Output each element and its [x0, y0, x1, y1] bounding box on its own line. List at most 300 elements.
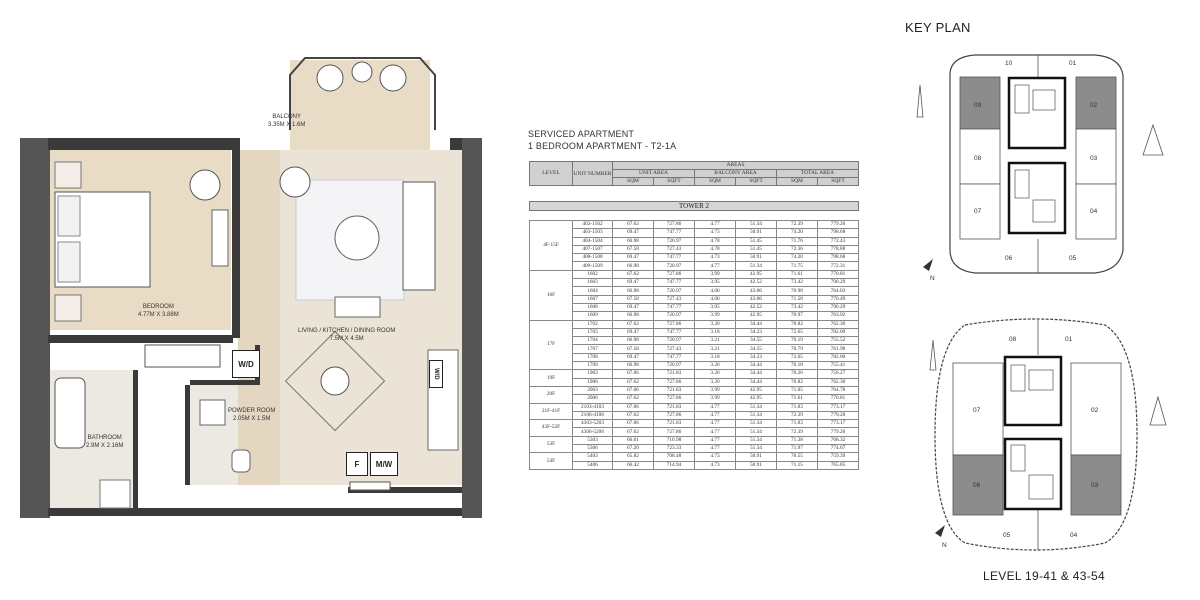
area-cell: 721.83	[654, 386, 695, 394]
table-row	[530, 436, 859, 444]
unit-number-cell: 402-1502	[573, 221, 613, 229]
area-cell: 74.20	[777, 229, 818, 237]
table-row	[530, 320, 859, 328]
area-cell: 727.86	[654, 221, 695, 229]
area-cell: 755.52	[818, 337, 859, 345]
unit-number-cell: 408-1508	[573, 254, 613, 262]
unit-number-cell: 1708	[573, 353, 613, 361]
area-cell: 67.62	[613, 395, 654, 403]
unit-number-cell: 1702	[573, 320, 613, 328]
area-cell: 34.44	[736, 362, 777, 370]
table-row	[530, 453, 859, 461]
area-cell: 72.65	[777, 353, 818, 361]
unit-label-01: 01	[1069, 60, 1077, 67]
area-cell: 4.00	[695, 295, 736, 303]
unit-number-cell: 5403	[573, 453, 613, 461]
area-cell: 723.33	[654, 445, 695, 453]
level-cell: 20F	[530, 386, 573, 403]
area-cell: 774.67	[818, 445, 859, 453]
area-cell: 50.91	[736, 453, 777, 461]
area-cell: 747.77	[654, 303, 695, 311]
area-cell: 51.34	[736, 436, 777, 444]
area-cell: 50.91	[736, 254, 777, 262]
unit-label-07: 07	[973, 407, 981, 414]
area-cell: 720.97	[654, 262, 695, 270]
unit-number-cell: 1703	[573, 328, 613, 336]
area-cell: 779.20	[818, 221, 859, 229]
schedule-title: SERVICED APARTMENT	[528, 129, 635, 139]
area-cell: 42.52	[736, 303, 777, 311]
area-cell: 71.75	[777, 262, 818, 270]
area-cell: 765.85	[818, 461, 859, 469]
unit-number-cell: 1903	[573, 370, 613, 378]
table-row	[530, 370, 859, 378]
table-row	[530, 461, 859, 469]
table-row	[530, 279, 859, 287]
north-arrow	[923, 259, 933, 271]
area-cell: 67.58	[613, 345, 654, 353]
area-cell: 69.47	[613, 279, 654, 287]
table-row	[530, 303, 859, 311]
schedule-subtitle: 1 BEDROOM APARTMENT - T2-1A	[528, 141, 677, 151]
landmark-icon	[1143, 125, 1163, 155]
keyplan-top	[905, 45, 1175, 290]
area-cell: 51.34	[736, 262, 777, 270]
area-cell: 3.95	[695, 303, 736, 311]
area-cell: 778.88	[818, 245, 859, 253]
area-cell: 747.77	[654, 279, 695, 287]
table-row	[530, 445, 859, 453]
area-cell: 761.98	[818, 345, 859, 353]
area-cell: 790.29	[818, 303, 859, 311]
bathroom-name: BATHROOM	[87, 435, 122, 441]
level-cell: 4F-15F	[530, 221, 573, 271]
area-cell: 3.20	[695, 320, 736, 328]
area-cell: 66.98	[613, 262, 654, 270]
area-cell: 51.34	[736, 420, 777, 428]
unit-label-03: 03	[1091, 482, 1099, 489]
corridor-floor	[238, 150, 280, 485]
schedule-header	[529, 161, 859, 186]
area-cell: 714.94	[654, 461, 695, 469]
area-cell: 69.47	[613, 353, 654, 361]
table-row	[530, 362, 859, 370]
area-cell: 716.98	[654, 436, 695, 444]
area-cell: 70.18	[777, 362, 818, 370]
unit-number-cell: 407-1507	[573, 245, 613, 253]
area-cell: 798.68	[818, 229, 859, 237]
area-cell: 71.61	[777, 270, 818, 278]
area-cell: 779.20	[818, 411, 859, 419]
balcony-name: BALCONY	[272, 114, 302, 120]
area-cell: 3.95	[695, 279, 736, 287]
header-unit-number: UNIT NUMBER	[573, 162, 613, 186]
keyplan-title: KEY PLAN	[905, 20, 971, 35]
area-cell: 42.95	[736, 312, 777, 320]
area-cell: 70.19	[777, 337, 818, 345]
washer-dryer-tag: W/D	[232, 350, 260, 378]
area-cell: 71.76	[777, 237, 818, 245]
area-cell: 4.73	[695, 254, 736, 262]
area-cell: 51.34	[736, 428, 777, 436]
area-cell: 71.83	[777, 403, 818, 411]
bedroom-name: BEDROOM	[142, 304, 174, 310]
area-cell: 51.34	[736, 221, 777, 229]
area-cell: 65.82	[613, 453, 654, 461]
unit-label-06: 06	[973, 482, 981, 489]
area-cell: 67.62	[613, 411, 654, 419]
area-cell: 71.58	[777, 295, 818, 303]
area-cell: 71.83	[777, 420, 818, 428]
area-cell: 69.47	[613, 229, 654, 237]
area-cell: 70.26	[777, 370, 818, 378]
area-cell: 70.82	[777, 378, 818, 386]
area-cell: 720.97	[654, 237, 695, 245]
unit-number-cell: 4303-5203	[573, 420, 613, 428]
area-cell: 3.21	[695, 337, 736, 345]
landmark-icon	[1150, 397, 1166, 425]
area-cell: 43.06	[736, 287, 777, 295]
area-cell: 3.99	[695, 312, 736, 320]
level-cell: 21F-41F	[530, 403, 573, 420]
area-cell: 51.34	[736, 403, 777, 411]
area-cell: 755.41	[818, 362, 859, 370]
kitchen-cabinet	[350, 482, 390, 490]
table-row	[530, 254, 859, 262]
level-cell: 43F-52F	[530, 420, 573, 437]
area-cell: 34.55	[736, 345, 777, 353]
landmark-icon	[917, 85, 923, 117]
north-label: N	[942, 542, 947, 549]
area-cell: 759.39	[818, 453, 859, 461]
area-cell: 73.42	[777, 279, 818, 287]
powder-name: POWDER ROOM	[228, 408, 276, 414]
table-row	[530, 353, 859, 361]
unit-label-08: 08	[1009, 336, 1017, 343]
table-row	[530, 403, 859, 411]
area-cell: 721.83	[654, 420, 695, 428]
area-cell: 66.98	[613, 312, 654, 320]
area-cell: 67.62	[613, 378, 654, 386]
area-cell: 772.43	[818, 237, 859, 245]
area-cell: 34.23	[736, 353, 777, 361]
area-cell: 34.55	[736, 337, 777, 345]
unit-number-cell: 2003	[573, 386, 613, 394]
area-cell: 67.20	[613, 445, 654, 453]
area-cell: 3.99	[695, 386, 736, 394]
unit-number-cell: 1707	[573, 345, 613, 353]
unit-number-cell: 1608	[573, 303, 613, 311]
level-cell: 17F	[530, 320, 573, 370]
table-row	[530, 345, 859, 353]
powder-dims: 2.05M X 1.5M	[232, 416, 271, 422]
area-cell: 3.20	[695, 362, 736, 370]
area-cell: 727.43	[654, 345, 695, 353]
unit-label-04: 04	[1090, 208, 1098, 215]
unit-label-06: 06	[1005, 255, 1013, 262]
unit-number-cell: 1604	[573, 287, 613, 295]
area-cell: 747.77	[654, 229, 695, 237]
unit-label-02: 02	[1090, 102, 1098, 109]
area-cell: 67.62	[613, 221, 654, 229]
header-total-area: TOTAL AREA	[777, 170, 859, 178]
area-cell: 43.06	[736, 295, 777, 303]
area-cell: 720.97	[654, 312, 695, 320]
table-row	[530, 420, 859, 428]
area-cell: 66.42	[613, 461, 654, 469]
area-cell: 4.73	[695, 453, 736, 461]
area-cell: 779.20	[818, 428, 859, 436]
header-unit-area: UNIT AREA	[613, 170, 695, 178]
area-cell: 51.45	[736, 245, 777, 253]
tower-bar: TOWER 2	[529, 201, 859, 211]
keyplan-bottom	[905, 315, 1175, 560]
powder-sink	[200, 400, 225, 425]
wardrobe	[145, 345, 220, 367]
area-cell: 66.61	[613, 436, 654, 444]
area-cell: 71.38	[777, 436, 818, 444]
unit-label-10: 10	[1005, 60, 1013, 67]
area-cell: 42.95	[736, 386, 777, 394]
unit-number-cell: 404-1504	[573, 237, 613, 245]
floor-plan	[0, 0, 500, 600]
area-cell: 3.20	[695, 378, 736, 386]
area-cell: 51.45	[736, 237, 777, 245]
unit-number-cell: 2006	[573, 395, 613, 403]
header-sqm: SQM	[777, 178, 818, 186]
bedroom-desk	[212, 210, 228, 266]
area-cell: 3.18	[695, 353, 736, 361]
area-cell: 747.77	[654, 353, 695, 361]
unit-number-cell: 1609	[573, 312, 613, 320]
table-row	[530, 378, 859, 386]
area-cell: 3.99	[695, 270, 736, 278]
area-cell: 768.32	[818, 436, 859, 444]
north-arrow	[935, 525, 945, 537]
fridge-tag: F	[346, 452, 368, 476]
area-cell: 798.68	[818, 254, 859, 262]
area-cell: 720.97	[654, 337, 695, 345]
area-cell: 720.97	[654, 287, 695, 295]
area-cell: 4.77	[695, 420, 736, 428]
table-row	[530, 395, 859, 403]
header-sqm: SQM	[695, 178, 736, 186]
unit-number-cell: 2106-4106	[573, 411, 613, 419]
unit-label-04: 04	[1070, 532, 1078, 539]
area-cell: 34.44	[736, 370, 777, 378]
area-cell: 67.06	[613, 370, 654, 378]
unit-label-07: 07	[974, 208, 982, 215]
area-cell: 782.00	[818, 353, 859, 361]
core-lower	[1005, 439, 1061, 509]
unit-label-01: 01	[1065, 336, 1073, 343]
area-cell: 72.36	[777, 245, 818, 253]
area-cell: 42.95	[736, 395, 777, 403]
unit-label-08: 08	[974, 155, 982, 162]
bath-vanity	[100, 480, 130, 508]
keyplan-caption: LEVEL 19-41 & 43-54	[983, 569, 1106, 583]
area-cell: 70.97	[777, 312, 818, 320]
unit-label-09: 09	[974, 102, 982, 109]
area-cell: 66.98	[613, 237, 654, 245]
table-row	[530, 270, 859, 278]
unit-number-cell: 1704	[573, 337, 613, 345]
bathroom-dims: 2.9M X 2.16M	[86, 443, 124, 449]
area-cell: 71.05	[777, 386, 818, 394]
area-cell: 4.77	[695, 221, 736, 229]
area-cell: 69.47	[613, 254, 654, 262]
area-cell: 4.00	[695, 287, 736, 295]
table-row	[530, 287, 859, 295]
area-cell: 71.97	[777, 445, 818, 453]
area-cell: 4.77	[695, 403, 736, 411]
area-cell: 764.78	[818, 386, 859, 394]
area-cell: 74.20	[777, 254, 818, 262]
area-cell: 50.91	[736, 461, 777, 469]
area-cell: 772.31	[818, 262, 859, 270]
area-cell: 70.98	[777, 287, 818, 295]
coffee-table	[335, 216, 379, 260]
area-cell: 708.48	[654, 453, 695, 461]
area-cell: 73.42	[777, 303, 818, 311]
table-row	[530, 245, 859, 253]
level-cell: 19F	[530, 370, 573, 387]
tv-console	[335, 297, 380, 317]
area-cell: 67.58	[613, 295, 654, 303]
area-cell: 70.79	[777, 345, 818, 353]
area-cell: 70.55	[777, 453, 818, 461]
area-cell: 762.30	[818, 378, 859, 386]
unit-number-cell: 2103-4103	[573, 403, 613, 411]
balcony-dims: 3.35M X 1.6M	[268, 122, 306, 128]
area-cell: 34.44	[736, 320, 777, 328]
unit-number-cell: 5306	[573, 445, 613, 453]
area-cell: 69.47	[613, 328, 654, 336]
table-row	[530, 237, 859, 245]
unit-number-cell: 1709	[573, 362, 613, 370]
area-cell: 727.86	[654, 378, 695, 386]
area-cell: 67.58	[613, 245, 654, 253]
area-cell: 66.98	[613, 362, 654, 370]
area-cell: 4.78	[695, 237, 736, 245]
unit-number-cell: 1906	[573, 378, 613, 386]
unit-number-cell: 1603	[573, 279, 613, 287]
area-cell: 790.29	[818, 279, 859, 287]
bathtub	[55, 378, 85, 448]
area-cell: 4.77	[695, 428, 736, 436]
unit-label-05: 05	[1003, 532, 1011, 539]
table-row	[530, 328, 859, 336]
area-cell: 4.78	[695, 245, 736, 253]
area-cell: 67.06	[613, 420, 654, 428]
table-row	[530, 262, 859, 270]
table-row	[530, 428, 859, 436]
area-cell: 727.43	[654, 295, 695, 303]
area-cell: 747.77	[654, 328, 695, 336]
units-table	[529, 220, 859, 470]
area-cell: 72.39	[777, 221, 818, 229]
area-cell: 67.06	[613, 386, 654, 394]
area-cell: 782.00	[818, 328, 859, 336]
area-cell: 720.97	[654, 362, 695, 370]
area-cell: 721.83	[654, 403, 695, 411]
header-sqft: SQFT	[818, 178, 859, 186]
area-cell: 764.03	[818, 287, 859, 295]
area-cell: 66.98	[613, 337, 654, 345]
area-cell: 770.81	[818, 395, 859, 403]
header-sqm: SQM	[613, 178, 654, 186]
area-cell: 727.86	[654, 395, 695, 403]
area-cell: 50.91	[736, 229, 777, 237]
area-cell: 72.39	[777, 428, 818, 436]
table-row	[530, 229, 859, 237]
bedroom-label	[138, 303, 179, 319]
area-cell: 770.49	[818, 295, 859, 303]
area-cell: 4.73	[695, 229, 736, 237]
area-cell: 70.82	[777, 320, 818, 328]
area-cell: 770.81	[818, 270, 859, 278]
north-label: N	[930, 275, 935, 282]
area-cell: 3.20	[695, 370, 736, 378]
living-chair	[280, 167, 310, 197]
table-row	[530, 386, 859, 394]
area-cell: 42.52	[736, 279, 777, 287]
area-cell: 763.92	[818, 312, 859, 320]
area-cell: 67.06	[613, 403, 654, 411]
header-sqft: SQFT	[736, 178, 777, 186]
table-row	[530, 337, 859, 345]
area-cell: 4.73	[695, 461, 736, 469]
area-cell: 67.62	[613, 270, 654, 278]
area-cell: 72.65	[777, 328, 818, 336]
area-cell: 727.43	[654, 245, 695, 253]
area-cell: 727.86	[654, 411, 695, 419]
area-cell: 42.95	[736, 270, 777, 278]
table-row	[530, 221, 859, 229]
living-label	[298, 327, 395, 343]
header-areas: AREAS	[613, 162, 859, 170]
area-cell: 727.86	[654, 320, 695, 328]
area-cell: 4.77	[695, 445, 736, 453]
area-cell: 3.21	[695, 345, 736, 353]
unit-number-cell: 409-1509	[573, 262, 613, 270]
area-cell: 762.30	[818, 320, 859, 328]
unit-label-05: 05	[1069, 255, 1077, 262]
area-cell: 34.23	[736, 328, 777, 336]
area-cell: 727.86	[654, 270, 695, 278]
powder-label	[228, 407, 275, 423]
area-cell: 727.86	[654, 428, 695, 436]
header-balcony-area: BALCONY AREA	[695, 170, 777, 178]
unit-number-cell: 403-1503	[573, 229, 613, 237]
header-sqft: SQFT	[654, 178, 695, 186]
unit-label-02: 02	[1091, 407, 1099, 414]
table-row	[530, 411, 859, 419]
balcony-label	[268, 113, 305, 129]
area-cell: 4.77	[695, 262, 736, 270]
level-cell: 16F	[530, 270, 573, 320]
level-cell: 53F	[530, 436, 573, 453]
header-level: LEVEL	[530, 162, 573, 186]
area-cell: 51.34	[736, 411, 777, 419]
bathroom-label	[86, 434, 123, 450]
table-row	[530, 295, 859, 303]
area-cell: 71.61	[777, 395, 818, 403]
area-cell: 3.18	[695, 328, 736, 336]
living-dims: 7.5M X 4.5M	[329, 336, 364, 342]
area-cell: 3.99	[695, 395, 736, 403]
washer-dryer-side-tag: W/D	[429, 360, 443, 388]
